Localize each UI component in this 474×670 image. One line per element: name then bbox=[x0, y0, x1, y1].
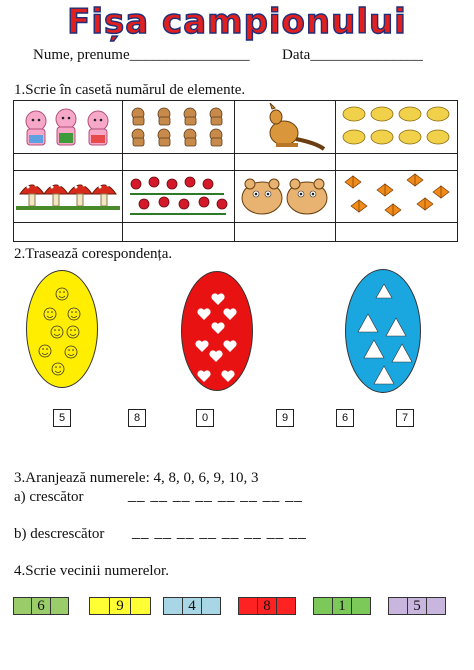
neighbor-box bbox=[13, 597, 69, 615]
neighbor-value: 6 bbox=[32, 598, 50, 614]
ex2-instruction: 2.Trasează corespondența. bbox=[14, 246, 173, 262]
answer-box[interactable] bbox=[336, 223, 457, 241]
neighbor-slot[interactable] bbox=[90, 598, 110, 614]
mushrooms-picture bbox=[16, 172, 120, 220]
butterflies-picture bbox=[337, 172, 457, 220]
neighbor-slot[interactable] bbox=[202, 598, 220, 614]
number-box[interactable]: 8 bbox=[128, 409, 146, 427]
hamsters-picture bbox=[236, 172, 333, 220]
neighbor-slot[interactable] bbox=[131, 598, 150, 614]
neighbor-slot[interactable] bbox=[389, 598, 408, 614]
neighbor-value: 8 bbox=[258, 598, 277, 614]
answer-box[interactable] bbox=[14, 223, 122, 241]
neighbor-slot[interactable] bbox=[51, 598, 68, 614]
name-line bbox=[33, 46, 250, 64]
number-box[interactable]: 7 bbox=[396, 409, 414, 427]
sheep-picture bbox=[337, 103, 457, 151]
neighbor-slot[interactable] bbox=[427, 598, 445, 614]
neighbor-box bbox=[388, 597, 446, 615]
answer-box[interactable] bbox=[235, 154, 335, 170]
ascending-blanks[interactable]: __ __ __ __ __ __ __ __ bbox=[128, 486, 303, 502]
neighbor-box bbox=[163, 597, 221, 615]
yellow-oval[interactable] bbox=[26, 270, 98, 388]
answer-box[interactable] bbox=[14, 154, 122, 170]
answer-box[interactable] bbox=[123, 223, 234, 241]
ascending-label: a) crescător bbox=[14, 489, 84, 505]
neighbor-slot[interactable] bbox=[164, 598, 183, 614]
red-oval[interactable] bbox=[181, 271, 253, 391]
neighbor-value: 9 bbox=[110, 598, 130, 614]
number-box[interactable]: 5 bbox=[53, 409, 71, 427]
name-label: Nume, prenume bbox=[33, 47, 130, 63]
answer-box[interactable] bbox=[336, 154, 457, 170]
neighbor-slot[interactable] bbox=[239, 598, 258, 614]
ex1-grid bbox=[13, 100, 458, 242]
neighbor-value: 4 bbox=[183, 598, 202, 614]
neighbor-slot[interactable] bbox=[14, 598, 32, 614]
descending-blanks[interactable]: __ __ __ __ __ __ __ __ bbox=[132, 523, 307, 539]
name-blank[interactable]: ________________ bbox=[129, 47, 250, 63]
dogs-picture bbox=[124, 103, 232, 151]
neighbor-slot[interactable] bbox=[314, 598, 333, 614]
ex1-instruction: 1.Scrie în casetă numărul de elemente. bbox=[14, 82, 246, 98]
date-line bbox=[282, 46, 423, 64]
neighbor-box bbox=[238, 597, 296, 615]
blue-oval[interactable] bbox=[345, 269, 421, 393]
page-title: Fișa campionului bbox=[67, 2, 407, 42]
neighbor-value: 1 bbox=[333, 598, 352, 614]
answer-box[interactable] bbox=[235, 223, 335, 241]
neighbor-box bbox=[313, 597, 371, 615]
number-box[interactable]: 9 bbox=[276, 409, 294, 427]
date-label: Data bbox=[282, 47, 311, 63]
ex4-instruction: 4.Scrie vecinii numerelor. bbox=[14, 563, 169, 579]
descending-label: b) descrescător bbox=[14, 526, 105, 542]
pigs-picture bbox=[16, 103, 120, 151]
neighbor-value: 5 bbox=[408, 598, 427, 614]
neighbor-slot[interactable] bbox=[352, 598, 370, 614]
ex3-instruction: 3.Aranjează numerele: 4, 8, 0, 6, 9, 10, 3 bbox=[14, 470, 259, 486]
kangaroo-picture bbox=[236, 103, 333, 151]
neighbor-slot[interactable] bbox=[277, 598, 295, 614]
roses-picture bbox=[124, 172, 232, 220]
answer-box[interactable] bbox=[123, 154, 234, 170]
number-box[interactable]: 0 bbox=[196, 409, 214, 427]
number-box[interactable]: 6 bbox=[336, 409, 354, 427]
date-blank[interactable]: _______________ bbox=[310, 47, 423, 63]
neighbor-box bbox=[89, 597, 151, 615]
